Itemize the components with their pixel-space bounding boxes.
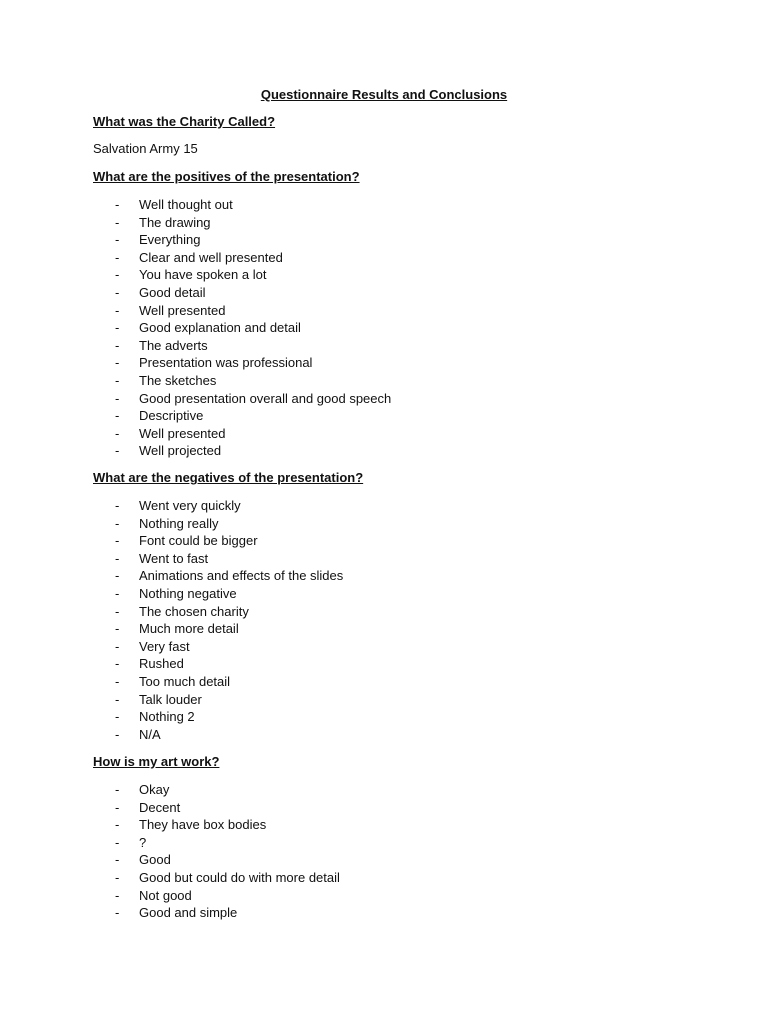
list-item-text: Descriptive [139,408,204,424]
bullet-dash: - [115,284,120,300]
list-item-text: Too much detail [139,673,231,689]
bullet-dash: - [115,232,120,248]
bullet-dash: - [115,249,120,265]
list-item [0,407,768,425]
list-item [0,781,768,799]
bullet-dash: - [115,498,120,513]
list-item [0,887,768,905]
list-item-text: You have spoken a lot [139,267,267,283]
list-item-text: Talk louder [139,691,202,707]
list-item-text: The adverts [139,337,208,353]
list-item-text: The sketches [139,372,217,388]
bullet-dash: - [115,533,120,549]
bullet-dash: - [115,355,120,371]
bullet-dash: - [115,852,120,868]
list-item [0,231,768,249]
list-item [0,515,768,533]
bullet-dash: - [115,638,120,654]
list-item [0,319,768,337]
list-item [0,390,768,408]
section-heading-negatives: What are the negatives of the presentation? [93,470,364,485]
list-item-text: Nothing really [139,515,219,531]
list-item-text: Font could be bigger [139,533,258,549]
list-item [0,834,768,852]
bullet-dash: - [115,691,120,707]
list-item-text: Rushed [139,656,184,672]
bullet-dash: - [115,726,120,742]
bullet-dash: - [115,320,120,336]
negatives-list [0,497,768,743]
list-item [0,425,768,443]
bullet-dash: - [115,390,120,406]
list-item-text: Clear and well presented [139,249,283,265]
list-item [0,673,768,691]
list-item-text: They have box bodies [139,817,267,833]
list-item [0,603,768,621]
list-item [0,302,768,320]
list-item-text: Good and simple [139,905,238,921]
list-item-text: Good detail [139,284,206,300]
list-item-text: Good but could do with more detail [139,869,340,885]
bullet-dash: - [115,267,120,283]
list-item [0,497,768,515]
bullet-dash: - [115,834,120,850]
bullet-dash: - [115,869,120,885]
list-item [0,869,768,887]
list-item [0,249,768,267]
bullet-dash: - [115,337,120,353]
bullet-dash: - [115,302,120,318]
bullet-dash: - [115,550,120,566]
list-item [0,337,768,355]
bullet-dash: - [115,656,120,672]
bullet-dash: - [115,515,120,531]
list-item-text: Very fast [139,638,190,654]
art-work-list [0,781,768,922]
list-item [0,372,768,390]
section-heading-art-work: How is my art work? [93,754,220,769]
list-item [0,284,768,302]
list-item [0,266,768,284]
list-item-text: Nothing 2 [139,709,195,725]
bullet-dash: - [115,799,120,815]
list-item-text: Animations and effects of the slides [139,568,344,584]
list-item [0,691,768,709]
list-item [0,196,768,214]
list-item-text: Went to fast [139,550,209,566]
charity-name-answer: Salvation Army 15 [93,141,198,156]
list-item-text: The drawing [139,214,211,230]
bullet-dash: - [115,817,120,833]
list-item [0,585,768,603]
list-item-text: Good presentation overall and good speech [139,390,392,406]
list-item-text: Okay [139,782,170,797]
list-item [0,567,768,585]
list-item-text: N/A [139,726,161,742]
list-item-text: Everything [139,232,201,248]
list-item [0,708,768,726]
list-item [0,655,768,673]
positives-list [0,196,768,460]
list-item [0,620,768,638]
bullet-dash: - [115,585,120,601]
list-item-text: Presentation was professional [139,355,313,371]
list-item-text: ? [139,834,147,850]
section-heading-positives: What are the positives of the presentation? [93,169,360,184]
bullet-dash: - [115,408,120,424]
list-item-text: Much more detail [139,621,239,637]
bullet-dash: - [115,568,120,584]
list-item-text: Well thought out [139,197,233,212]
list-item-text: Well presented [139,425,226,441]
bullet-dash: - [115,782,120,797]
list-item-text: The chosen charity [139,603,249,619]
list-item-text: Good [139,852,171,868]
list-item [0,799,768,817]
list-item [0,851,768,869]
bullet-dash: - [115,673,120,689]
list-item-text: Not good [139,887,192,903]
list-item [0,726,768,744]
list-item [0,532,768,550]
bullet-dash: - [115,905,120,921]
bullet-dash: - [115,425,120,441]
bullet-dash: - [115,372,120,388]
document-title: Questionnaire Results and Conclusions [260,87,508,102]
list-item [0,550,768,568]
list-item [0,354,768,372]
list-item-text: Well projected [139,443,222,459]
list-item [0,816,768,834]
list-item [0,638,768,656]
list-item [0,442,768,460]
section-heading-charity-name: What was the Charity Called? [93,114,276,129]
list-item-text: Nothing negative [139,585,237,601]
list-item-text: Well presented [139,302,226,318]
bullet-dash: - [115,709,120,725]
bullet-dash: - [115,197,120,212]
bullet-dash: - [115,603,120,619]
bullet-dash: - [115,887,120,903]
list-item-text: Good explanation and detail [139,320,301,336]
list-item [0,904,768,922]
bullet-dash: - [115,621,120,637]
bullet-dash: - [115,443,120,459]
bullet-dash: - [115,214,120,230]
list-item-text: Decent [139,799,181,815]
list-item [0,214,768,232]
list-item-text: Went very quickly [139,498,241,513]
